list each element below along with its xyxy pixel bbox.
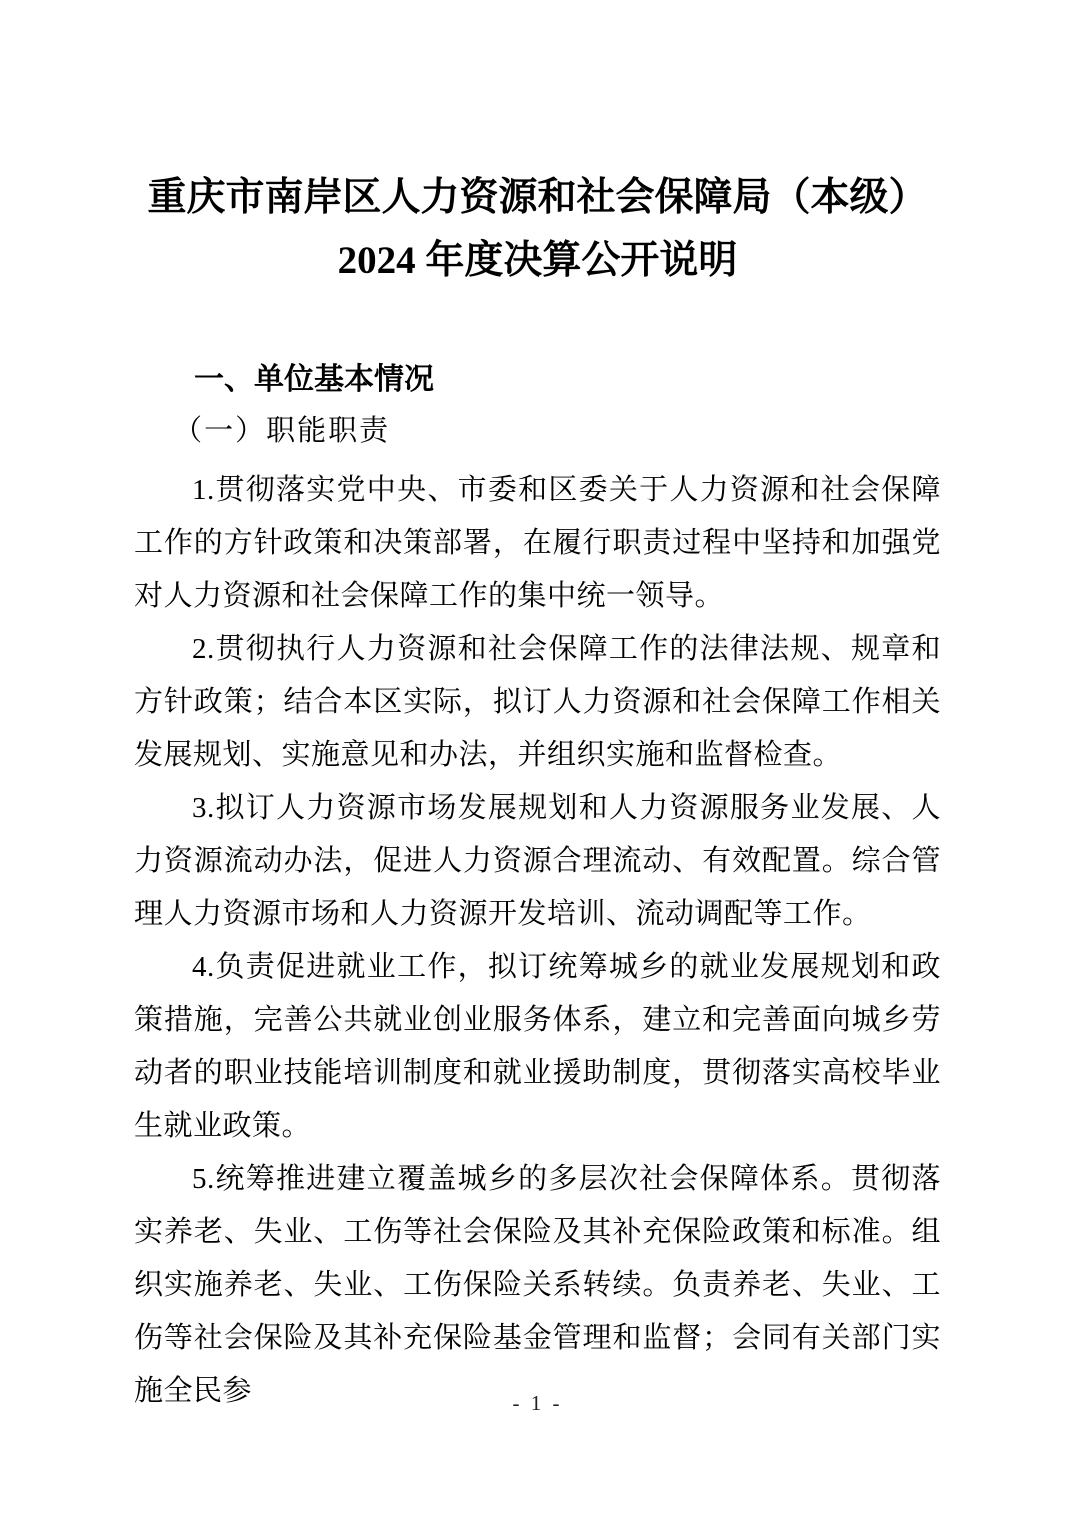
paragraph-duty-1: 1.贯彻落实党中央、市委和区委关于人力资源和社会保障工作的方针政策和决策部署，在履行职责过程中坚持和加强党对人力资源和社会保障工作的集中统一领导。 <box>134 474 941 612</box>
paragraph-duty-2: 2.贯彻执行人力资源和社会保障工作的法律法规、规章和方针政策；结合本区实际，拟订人力资源和社会保障工作相关发展规划、实施意见和办法，并组织实施和监督检查。 <box>134 633 941 771</box>
sub-heading-functions-duties: （一）职能职责 <box>173 415 391 447</box>
document-title <box>134 166 941 292</box>
document-title-line-2: 2024 年度决算公开说明 <box>337 239 738 282</box>
body-text <box>134 464 941 1418</box>
paragraph-duty-3: 3.拟订人力资源市场发展规划和人力资源服务业发展、人力资源流动办法，促进人力资源合理流动、有效配置。综合管理人力资源市场和人力资源开发培训、流动调配等工作。 <box>134 792 941 930</box>
paragraph-duty-5: 5.统筹推进建立覆盖城乡的多层次社会保障体系。贯彻落实养老、失业、工伤等社会保险及其补充保险政策和标准。组织实施养老、失业、工伤保险关系转续。负责养老、失业、工伤等社会保险及其补充保险基金管理和监督；会同有关部门实施全民参 <box>134 1163 941 1407</box>
document-title-line-1: 重庆市南岸区人力资源和社会保障局（本级） <box>147 176 928 219</box>
section-heading-basic-information: 一、单位基本情况 <box>194 363 434 396</box>
paragraph-duty-4: 4.负责促进就业工作，拟订统筹城乡的就业发展规划和政策措施，完善公共就业创业服务体系，建立和完善面向城乡劳动者的职业技能培训制度和就业援助制度，贯彻落实高校毕业生就业政策。 <box>134 951 941 1142</box>
page-number: - 1 - <box>512 1391 563 1415</box>
page-footer <box>0 1391 1075 1416</box>
